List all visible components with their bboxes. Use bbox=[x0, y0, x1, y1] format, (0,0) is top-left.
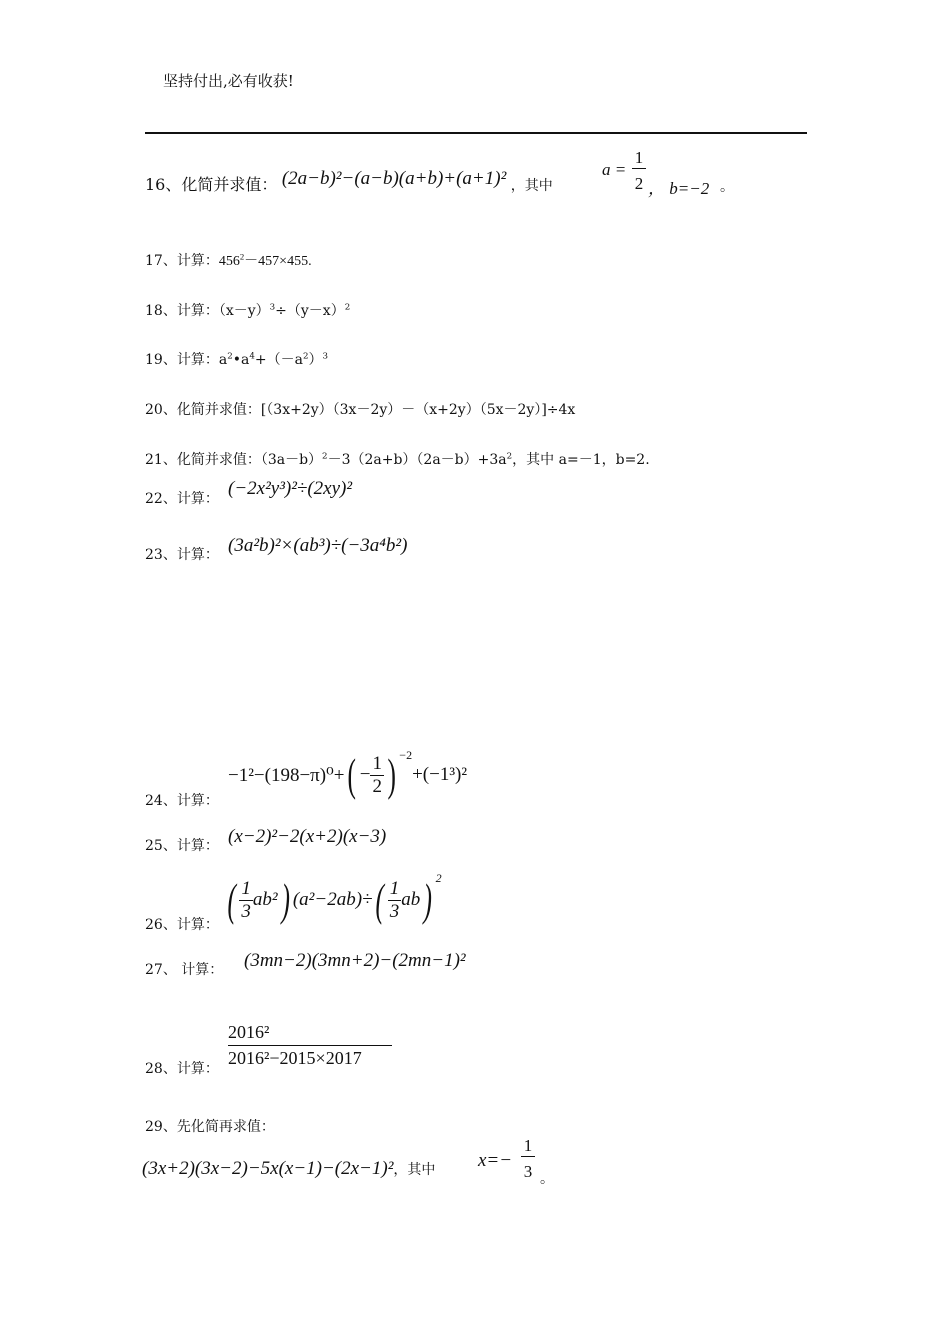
problem-16-expression: (2a−b)²−(a−b)(a+b)+(a+1)² bbox=[281, 168, 507, 189]
problem-21-label: 21、化简并求值： bbox=[145, 452, 261, 468]
problem-20-label: 20、化简并求值： bbox=[145, 402, 261, 418]
problem-18 bbox=[145, 300, 350, 320]
problem-19-sup-1: 2 bbox=[227, 351, 233, 362]
problem-28 bbox=[145, 1058, 219, 1078]
problem-28-numerator: 2016² bbox=[228, 1022, 392, 1046]
problem-25 bbox=[145, 835, 219, 855]
problem-24-label: 24、计算： bbox=[145, 793, 219, 809]
problem-29-period: 。 bbox=[540, 1171, 554, 1187]
header-divider bbox=[145, 132, 807, 134]
problem-22 bbox=[145, 488, 219, 508]
problem-19-sup-3: 2 bbox=[302, 351, 309, 362]
problem-28-label: 28、计算： bbox=[145, 1061, 219, 1077]
problem-24-part-b: +(−1³)² bbox=[412, 764, 468, 785]
problem-19-label: 19、计算： bbox=[145, 352, 219, 368]
problem-19-sup-4: 3 bbox=[322, 351, 328, 362]
problem-25-expression: (x−2)²−2(x+2)(x−3) bbox=[228, 826, 387, 847]
problem-26-fraction-1 bbox=[239, 878, 253, 923]
problem-21-b: －3（2a+b）（2a－b）+3a bbox=[327, 452, 507, 468]
problem-17 bbox=[145, 250, 312, 270]
problem-24 bbox=[145, 790, 219, 810]
problem-19-c: +（－a bbox=[254, 352, 303, 368]
problem-27-expression: (3mn−2)(3mn+2)−(2mn−1)² bbox=[244, 950, 466, 971]
problem-28-fraction bbox=[228, 1022, 392, 1069]
problem-29-line bbox=[142, 1158, 435, 1180]
problem-23-expression: (3a²b)²×(ab³)÷(−3a⁴b²) bbox=[228, 535, 408, 556]
problem-26-label: 26、计算： bbox=[145, 917, 219, 933]
problem-26-middle: (a²−2ab)÷ bbox=[292, 889, 373, 910]
problem-17-base: 456 bbox=[218, 254, 240, 269]
problem-16-a-denominator: 2 bbox=[634, 174, 644, 193]
header-motto: 坚持付出,必有收获! bbox=[163, 72, 294, 90]
problem-29-x-numerator: 1 bbox=[521, 1136, 535, 1157]
problem-19-sup-2: 4 bbox=[249, 351, 255, 362]
problem-26-ab: ab bbox=[401, 889, 421, 910]
problem-24-negative-exponent: −2 bbox=[399, 747, 413, 762]
problem-26-denominator-2: 3 bbox=[389, 900, 400, 922]
problem-24-expression: −1²−(198−π)⁰+ ( − $\frac{1}{2}$ ) −2 +(−1³)² bbox=[228, 747, 468, 800]
problem-16-condition-prefix: ，其中 bbox=[510, 178, 553, 194]
problem-18-part-b: ÷（y－x） bbox=[275, 303, 345, 319]
problem-28-denominator: 2016²−2015×2017 bbox=[228, 1048, 362, 1068]
problem-26-fraction-2 bbox=[388, 878, 402, 923]
problem-16-a-numerator: 1 bbox=[632, 148, 646, 169]
problem-24-numerator: 1 bbox=[372, 752, 382, 774]
problem-17-rest: －457×455. bbox=[244, 254, 312, 269]
problem-16-label: 16、化简并求值： bbox=[145, 175, 278, 194]
problem-18-exponent-1: 3 bbox=[269, 302, 276, 313]
problem-23 bbox=[145, 544, 219, 564]
problem-21-c: ，其中 a=－1，b=2. bbox=[512, 452, 650, 468]
problem-18-label: 18、计算： bbox=[145, 303, 219, 319]
problem-26-expression: ( $\frac{1}{3}$ ab² ) (a²−2ab)÷ ( $\frac{1}{3}$ ab ) 2 bbox=[227, 870, 442, 925]
problem-27 bbox=[145, 959, 223, 979]
problem-29-condition-prefix: ，其中 bbox=[393, 1162, 436, 1178]
problem-24-denominator: 2 bbox=[372, 775, 382, 797]
problem-16 bbox=[145, 168, 553, 196]
problem-20-expression: [（3x+2y）（3x－2y）－（x+2y）（5x－2y）]÷4x bbox=[260, 402, 576, 418]
problem-24-open-paren: ( bbox=[347, 749, 357, 800]
problem-26-denominator-1: 3 bbox=[241, 900, 251, 922]
problem-26-numerator-2: 1 bbox=[389, 877, 400, 899]
problem-17-exponent: 2 bbox=[239, 251, 245, 262]
problem-26-ab-squared: ab² bbox=[252, 889, 278, 910]
problem-20 bbox=[145, 399, 575, 419]
problem-27-label: 27、 计算： bbox=[145, 962, 224, 978]
problem-29-x-equals: x=− bbox=[478, 1150, 513, 1171]
problem-22-expression: (−2x²y³)²÷(2xy)² bbox=[228, 478, 353, 499]
problem-19-b: •a bbox=[232, 352, 250, 368]
problem-29-x-denominator: 3 bbox=[523, 1162, 533, 1181]
problem-23-label: 23、计算： bbox=[145, 547, 219, 563]
problem-26-square: 2 bbox=[435, 870, 442, 885]
problem-21-sup-1: 2 bbox=[322, 451, 328, 462]
problem-24-fraction bbox=[370, 753, 384, 798]
problem-18-part-a: （x－y） bbox=[218, 303, 270, 319]
problem-24-close-paren: ) bbox=[387, 749, 396, 800]
problem-19-d: ） bbox=[308, 352, 323, 368]
problem-26-numerator-1: 1 bbox=[241, 877, 251, 899]
problem-18-exponent-2: 2 bbox=[344, 302, 351, 313]
problem-16-period: 。 bbox=[720, 179, 734, 195]
problem-17-label: 17、计算： bbox=[145, 253, 219, 269]
problem-19 bbox=[145, 349, 328, 369]
problem-19-a: a bbox=[218, 352, 228, 368]
problem-25-label: 25、计算： bbox=[145, 838, 219, 854]
problem-21-a: （3a－b） bbox=[260, 452, 323, 468]
problem-29-expression: (3x+2)(3x−2)−5x(x−1)−(2x−1)² bbox=[142, 1158, 394, 1179]
problem-29 bbox=[145, 1116, 275, 1136]
problem-29-label: 29、先化简再求值： bbox=[145, 1119, 275, 1135]
problem-21-sup-2: 2 bbox=[506, 451, 513, 462]
problem-22-label: 22、计算： bbox=[145, 491, 219, 507]
problem-21 bbox=[145, 449, 650, 469]
problem-16-a-equals: a = bbox=[602, 160, 627, 179]
problem-24-part-a: −1²−(198−π)⁰+ bbox=[228, 764, 345, 786]
problem-16-b-value: ， b=−2 bbox=[648, 179, 710, 198]
problem-26 bbox=[145, 914, 219, 934]
